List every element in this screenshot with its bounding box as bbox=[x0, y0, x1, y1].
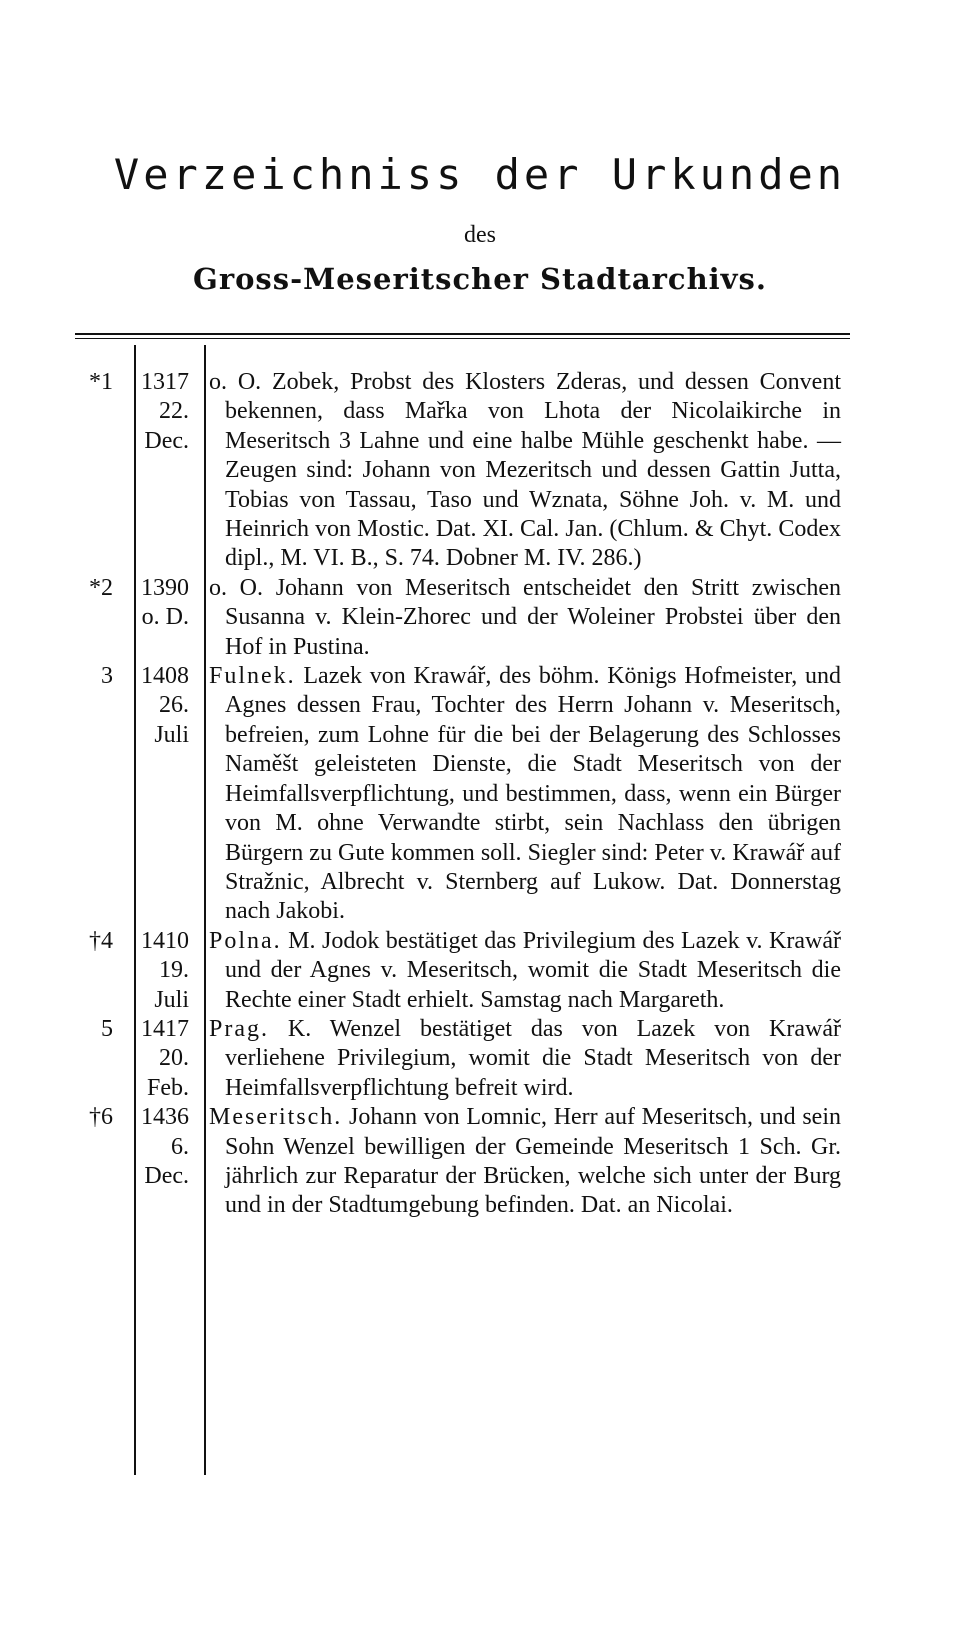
entry-year: 1317 bbox=[141, 369, 189, 395]
entry-body: o. O. Johann von Meseritsch entscheidet den Stritt zwischen Susanna v. Klein-Zhorec und der Woleiner Probstei über den Hof in Pustina. bbox=[209, 574, 841, 660]
document-subtitle: des bbox=[464, 222, 496, 248]
entry-place: Polna. bbox=[209, 927, 282, 954]
entry-body: o. O. Zobek, Probst des Klosters Zderas, und dessen Convent bekennen, dass Mařka von Lhota der Nicolaikirche in Meseritsch 3 Lahne und eine halbe Mühle geschenkt habe. — Zeugen sind: Johann von Mezeritsch und dessen Gattin Jutta, Tobias von Tassau, Taso und Wznata, Söhne Joh. v. M. und Heinrich von Mostic. Dat. XI. Cal. Jan. (Chlum. & Chyt. Codex dipl., M. VI. B., S. 74. Dobner M. IV. 286.) bbox=[209, 369, 841, 572]
entry-day: o. D. bbox=[141, 604, 189, 631]
entry-year: 1408 bbox=[141, 663, 189, 690]
document-title: Verzeichniss der Urkunden bbox=[113, 150, 847, 199]
entry-list bbox=[0, 368, 960, 1221]
entry-date bbox=[123, 927, 197, 1015]
entry-date bbox=[123, 662, 197, 927]
entry-date bbox=[123, 574, 197, 662]
entry-number: *2 bbox=[89, 574, 113, 601]
entry-row bbox=[0, 1103, 960, 1221]
entry-text bbox=[209, 574, 841, 662]
entry-date bbox=[123, 1103, 197, 1221]
entry-number: 5 bbox=[101, 1015, 113, 1042]
entry-day: 22. bbox=[159, 398, 189, 425]
entry-body: M. Jodok bestätiget das Privilegium des Lazek v. Krawář und der Agnes v. Meseritsch, womit die Stadt Meseritsch die Rechte einer Stadt erhielt. Samstag nach Margareth. bbox=[225, 927, 841, 1013]
entry-number: 3 bbox=[101, 663, 113, 690]
entry-text bbox=[209, 1015, 841, 1103]
entry-row bbox=[0, 368, 960, 574]
entry-place: Fulnek. bbox=[209, 663, 296, 690]
entry-row bbox=[0, 1015, 960, 1103]
entry-month: Dec. bbox=[144, 1162, 189, 1189]
entry-day: 6. bbox=[171, 1133, 189, 1160]
archive-name: Gross-Meseritscher Stadtarchivs. bbox=[193, 262, 767, 296]
entry-day: 26. bbox=[159, 692, 189, 719]
entry-text bbox=[209, 662, 841, 927]
entry-date bbox=[123, 368, 197, 574]
entry-number: *1 bbox=[89, 369, 113, 395]
entry-year: 1436 bbox=[141, 1104, 189, 1131]
entry-month: Juli bbox=[154, 986, 189, 1013]
entry-place: Prag. bbox=[209, 1015, 269, 1042]
entry-text bbox=[209, 1103, 841, 1221]
entry-body: K. Wenzel bestätiget das von Lazek von Krawář verliehene Privilegium, womit die Stadt Meseritsch von der Heimfallsverpflichtung befreit wird. bbox=[225, 1015, 841, 1101]
entry-day: 20. bbox=[159, 1045, 189, 1072]
entry-row bbox=[0, 662, 960, 927]
entry-number: †6 bbox=[89, 1104, 113, 1131]
entry-year: 1410 bbox=[141, 927, 189, 954]
entry-text bbox=[209, 927, 841, 1015]
entry-body: Lazek von Krawář, des böhm. Königs Hofmeister, und Agnes dessen Frau, Tochter des Herrn Johann v. Meseritsch, befreien, zum Lohne für die bei der Belagerung des Schlosses Naměšt geleisteten Dienste, die Stadt Meseritsch von der Heimfallsverpflichtung, und bestimmen, dass, wenn ein Bürger von M. ohne Verwandte stirbt, sein Nachlass den übrigen Bürgern zu Gute kommen soll. Siegler sind: Peter v. Krawář auf Stražnic, Albrecht v. Sternberg auf Lukow. Dat. Donnerstag nach Jakobi. bbox=[225, 663, 841, 925]
entry-row bbox=[0, 927, 960, 1015]
entry-place: Meseritsch. bbox=[209, 1104, 343, 1131]
entry-number: †4 bbox=[89, 927, 113, 954]
entry-month: Dec. bbox=[144, 427, 189, 454]
entry-year: 1390 bbox=[141, 574, 189, 601]
entry-row bbox=[0, 574, 960, 662]
header-rule bbox=[75, 333, 850, 339]
entry-text bbox=[209, 368, 841, 574]
entry-year: 1417 bbox=[141, 1015, 189, 1042]
entry-date bbox=[123, 1015, 197, 1103]
entry-month: Juli bbox=[154, 721, 189, 748]
entry-body: Johann von Lomnic, Herr auf Meseritsch, und sein Sohn Wenzel bewilligen der Gemeinde Meseritsch 1 Sch. Gr. jährlich zur Reparatur der Brücken, welche sich unter der Burg und in der Stadtumgebung befinden. Dat. an Nicolai. bbox=[225, 1104, 842, 1219]
entry-month: Feb. bbox=[147, 1074, 189, 1101]
entry-day: 19. bbox=[159, 957, 189, 984]
